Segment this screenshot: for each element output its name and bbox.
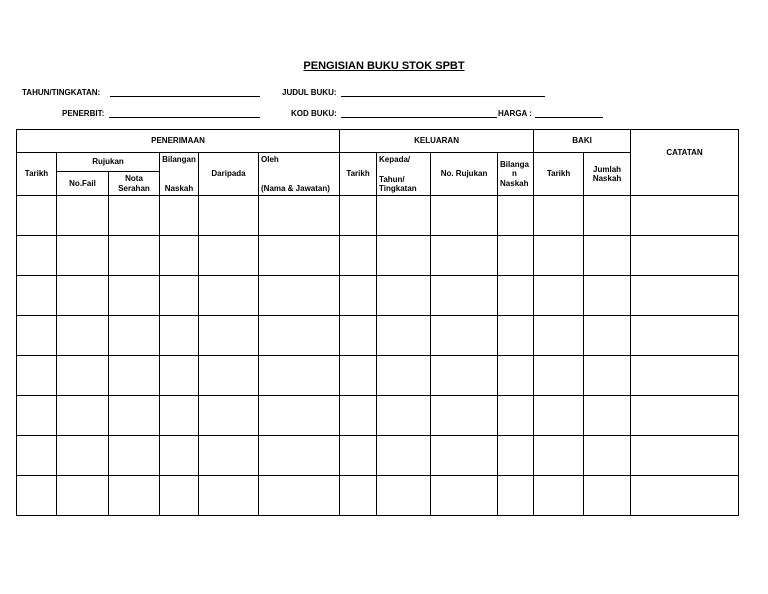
- kod-buku-field[interactable]: [341, 117, 497, 118]
- table-row: [17, 436, 739, 476]
- table-cell[interactable]: [259, 476, 340, 516]
- table-cell[interactable]: [377, 196, 431, 236]
- table-cell[interactable]: [340, 396, 377, 436]
- table-cell[interactable]: [498, 196, 534, 236]
- table-cell[interactable]: [498, 436, 534, 476]
- table-cell[interactable]: [498, 276, 534, 316]
- page-title: PENGISIAN BUKU STOK SPBT: [303, 60, 465, 72]
- bilanga-label: Bilanga: [500, 160, 529, 170]
- tahun-tingkatan-label: TAHUN/TINGKATAN:: [22, 88, 101, 97]
- bilangan-naskah-header: [160, 153, 199, 196]
- table-cell[interactable]: [534, 196, 584, 236]
- table-cell[interactable]: [57, 236, 109, 276]
- table-cell[interactable]: [109, 276, 160, 316]
- table-cell[interactable]: [340, 236, 377, 276]
- table-cell[interactable]: [584, 356, 631, 396]
- table-cell[interactable]: [340, 196, 377, 236]
- bilangan-label: Bilangan: [162, 155, 196, 164]
- table-cell[interactable]: [534, 436, 584, 476]
- table-cell[interactable]: [631, 396, 739, 436]
- table-cell[interactable]: [17, 356, 57, 396]
- table-cell[interactable]: [431, 236, 498, 276]
- table-cell[interactable]: [340, 436, 377, 476]
- n-label: n: [512, 169, 517, 179]
- table-cell[interactable]: [160, 436, 199, 476]
- table-row: [17, 396, 739, 436]
- table-cell[interactable]: [498, 236, 534, 276]
- judul-buku-label: JUDUL BUKU:: [282, 88, 337, 97]
- table-cell[interactable]: [199, 276, 259, 316]
- rujukan-header: Rujukan: [57, 153, 160, 172]
- table-cell[interactable]: [584, 276, 631, 316]
- table-cell[interactable]: [377, 316, 431, 356]
- table-cell[interactable]: [57, 316, 109, 356]
- table-cell[interactable]: [259, 396, 340, 436]
- table-cell[interactable]: [17, 196, 57, 236]
- harga-field[interactable]: [535, 117, 603, 118]
- table-cell[interactable]: [259, 236, 340, 276]
- no-fail-header: No.Fail: [57, 172, 109, 196]
- naskah-label: Naskah: [164, 183, 194, 193]
- table-cell[interactable]: [199, 356, 259, 396]
- table-cell[interactable]: [584, 236, 631, 276]
- table-cell[interactable]: [160, 316, 199, 356]
- catatan-label: CATATAN: [666, 147, 703, 157]
- table-cell[interactable]: [498, 316, 534, 356]
- table-cell[interactable]: [199, 316, 259, 356]
- table-cell[interactable]: [160, 276, 199, 316]
- table-cell[interactable]: [431, 196, 498, 236]
- table-cell[interactable]: [199, 196, 259, 236]
- table-cell[interactable]: [534, 356, 584, 396]
- table-cell[interactable]: [199, 436, 259, 476]
- kod-buku-label: KOD BUKU:: [291, 109, 337, 118]
- table-cell[interactable]: [199, 396, 259, 436]
- table-cell[interactable]: [631, 476, 739, 516]
- oleh-label: Oleh: [261, 155, 279, 164]
- naskah-keluaran-label: Naskah: [500, 178, 529, 188]
- table-cell[interactable]: [534, 396, 584, 436]
- table-cell[interactable]: [160, 396, 199, 436]
- table-row: [17, 476, 739, 516]
- table-row: [17, 276, 739, 316]
- table-cell[interactable]: [534, 476, 584, 516]
- penerimaan-tarikh-header: Tarikh: [17, 153, 57, 196]
- table-cell[interactable]: [584, 196, 631, 236]
- table-cell[interactable]: [109, 236, 160, 276]
- daripada-header: Daripada: [199, 153, 259, 196]
- table-cell[interactable]: [57, 356, 109, 396]
- table-cell[interactable]: [259, 316, 340, 356]
- table-cell[interactable]: [584, 396, 631, 436]
- table-cell[interactable]: [259, 436, 340, 476]
- table-cell[interactable]: [377, 396, 431, 436]
- table-cell[interactable]: [259, 276, 340, 316]
- catatan-header: [631, 130, 739, 196]
- table-cell[interactable]: [109, 316, 160, 356]
- jumlah-label: Jumlah: [593, 164, 622, 174]
- table-row: [17, 316, 739, 356]
- table-cell[interactable]: [340, 316, 377, 356]
- table-cell[interactable]: [17, 236, 57, 276]
- table-cell[interactable]: [109, 436, 160, 476]
- table-cell[interactable]: [57, 396, 109, 436]
- table-cell[interactable]: [584, 476, 631, 516]
- table-cell[interactable]: [17, 476, 57, 516]
- table-row: [17, 196, 739, 236]
- table-cell[interactable]: [534, 276, 584, 316]
- table-row: [17, 236, 739, 276]
- jumlah-naskah-header: [584, 153, 631, 196]
- table-cell[interactable]: [584, 436, 631, 476]
- table-cell[interactable]: [340, 476, 377, 516]
- naskah-baki-label: Naskah: [592, 174, 622, 183]
- keluaran-tarikh-header: Tarikh: [340, 153, 377, 196]
- table-cell[interactable]: [631, 436, 739, 476]
- penerbit-label: PENERBIT:: [62, 109, 105, 118]
- table-cell[interactable]: [340, 276, 377, 316]
- table-cell[interactable]: [160, 196, 199, 236]
- table-cell[interactable]: [534, 236, 584, 276]
- table-cell[interactable]: [431, 276, 498, 316]
- judul-buku-field[interactable]: [341, 96, 545, 97]
- harga-label: HARGA :: [498, 109, 532, 118]
- table-cell[interactable]: [17, 316, 57, 356]
- tahun-tingkatan-field[interactable]: [110, 96, 260, 97]
- table-cell[interactable]: [57, 476, 109, 516]
- table-cell[interactable]: [431, 316, 498, 356]
- table-cell[interactable]: [431, 356, 498, 396]
- table-cell[interactable]: [631, 276, 739, 316]
- tahun-label: Tahun/: [379, 174, 405, 184]
- table-cell[interactable]: [631, 236, 739, 276]
- keluaran-header: KELUARAN: [340, 130, 534, 153]
- table-cell[interactable]: [259, 356, 340, 396]
- table-cell[interactable]: [17, 396, 57, 436]
- table-cell[interactable]: [431, 396, 498, 436]
- table-cell[interactable]: [534, 316, 584, 356]
- table-cell[interactable]: [259, 196, 340, 236]
- table-cell[interactable]: [160, 236, 199, 276]
- oleh-header: [259, 153, 340, 196]
- table-cell[interactable]: [109, 356, 160, 396]
- table-cell[interactable]: [109, 196, 160, 236]
- table-cell[interactable]: [377, 276, 431, 316]
- table-cell[interactable]: [57, 276, 109, 316]
- table-cell[interactable]: [377, 356, 431, 396]
- baki-header: BAKI: [534, 130, 631, 153]
- table-cell[interactable]: [340, 356, 377, 396]
- kepada-header: [377, 153, 431, 196]
- table-cell[interactable]: [631, 316, 739, 356]
- no-rujukan-header: No. Rujukan: [431, 153, 498, 196]
- table-cell[interactable]: [377, 436, 431, 476]
- table-cell[interactable]: [631, 196, 739, 236]
- table-cell[interactable]: [498, 356, 534, 396]
- table-cell[interactable]: [109, 396, 160, 436]
- table-cell[interactable]: [199, 476, 259, 516]
- nota-serahan-header: [109, 172, 160, 196]
- table-cell[interactable]: [57, 436, 109, 476]
- bilangan-keluaran-header: [498, 153, 534, 196]
- table-cell[interactable]: [377, 476, 431, 516]
- table-cell[interactable]: [431, 476, 498, 516]
- table-cell[interactable]: [109, 476, 160, 516]
- table-cell[interactable]: [160, 476, 199, 516]
- table-cell[interactable]: [631, 356, 739, 396]
- table-cell[interactable]: [160, 356, 199, 396]
- stock-table: [16, 129, 739, 516]
- table-row: [17, 356, 739, 396]
- table-cell[interactable]: [17, 276, 57, 316]
- table-cell[interactable]: [498, 396, 534, 436]
- baki-tarikh-header: Tarikh: [534, 153, 584, 196]
- table-cell[interactable]: [584, 316, 631, 356]
- table-cell[interactable]: [377, 236, 431, 276]
- nota-label: Nota: [125, 174, 143, 184]
- serahan-label: Serahan: [118, 183, 150, 193]
- penerimaan-header: PENERIMAAN: [17, 130, 340, 153]
- kepada-label: Kepada/: [379, 155, 411, 164]
- table-cell[interactable]: [17, 436, 57, 476]
- table-cell[interactable]: [431, 436, 498, 476]
- table-cell[interactable]: [57, 196, 109, 236]
- table-cell[interactable]: [498, 476, 534, 516]
- table-cell[interactable]: [199, 236, 259, 276]
- tingkatan-label: Tingkatan: [379, 183, 417, 193]
- penerbit-field[interactable]: [109, 117, 260, 118]
- nama-jawatan-label: (Nama & Jawatan): [261, 183, 330, 193]
